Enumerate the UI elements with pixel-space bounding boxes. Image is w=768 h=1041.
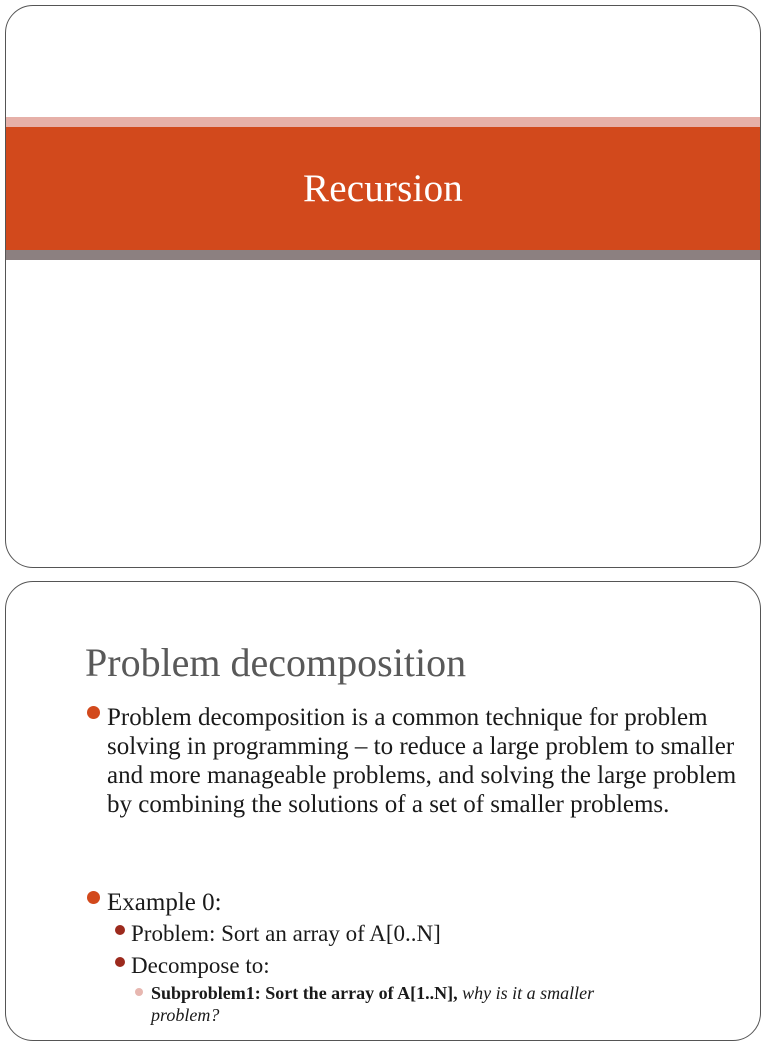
slide-heading: Problem decomposition bbox=[85, 640, 467, 685]
subproblem-label: Subproblem1: Sort the array of A[1..N], bbox=[151, 983, 458, 1003]
subproblem-question: why is it a smaller problem? bbox=[151, 983, 595, 1025]
title-band-bottom-stripe bbox=[6, 250, 760, 260]
sub-sub-bullet-icon bbox=[135, 988, 143, 996]
sub-bullet-text-decompose: Decompose to: bbox=[131, 953, 270, 978]
bullet-icon bbox=[87, 706, 100, 719]
sub-bullet-text-problem: Problem: Sort an array of A[0..N] bbox=[131, 921, 441, 946]
sub-bullet-icon bbox=[115, 957, 125, 967]
slide-problem-decomposition bbox=[5, 581, 761, 1041]
bullet-text-example: Example 0: bbox=[107, 889, 222, 916]
sub-sub-bullet-text bbox=[151, 982, 651, 1026]
slide-recursion bbox=[5, 5, 761, 568]
sub-bullet-icon bbox=[115, 925, 125, 935]
title-band bbox=[6, 127, 760, 250]
bullet-icon bbox=[87, 891, 100, 904]
title-band-top-stripe bbox=[6, 117, 760, 127]
slide-title: Recursion bbox=[303, 167, 463, 210]
bullet-text-decomposition: Problem decomposition is a common technique for problem solving in programming – to reduce a large problem to smaller and more manageable problems, and solving the large problem by combining the solutions of a set of smaller problems. bbox=[107, 704, 737, 818]
